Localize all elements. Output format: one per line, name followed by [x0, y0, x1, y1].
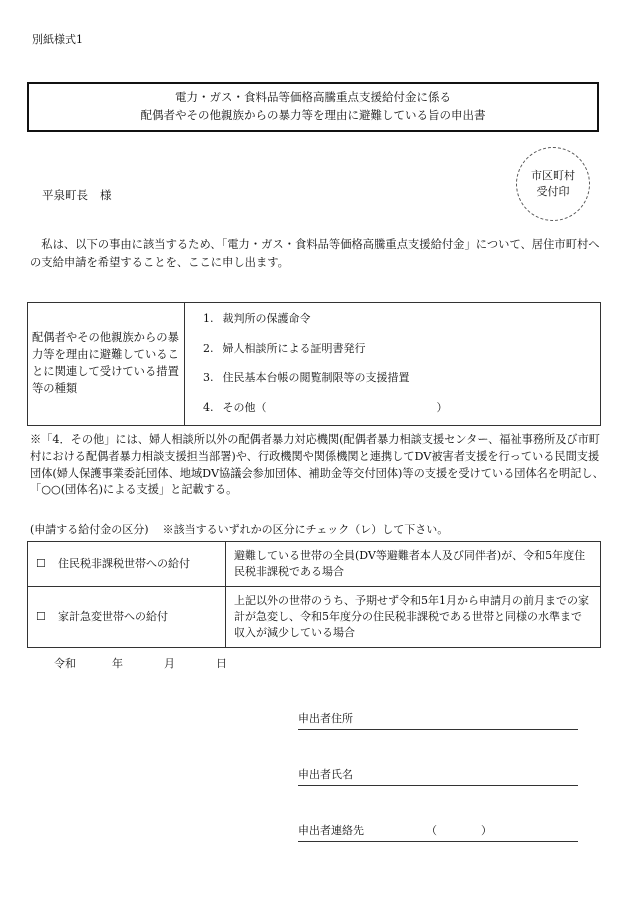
measures-table: [27, 302, 601, 426]
benefit-kind-cell[interactable]: [28, 587, 226, 648]
applicant-contact-field[interactable]: [298, 823, 578, 842]
benefit-row: [28, 542, 601, 587]
applicant-name-label: 申出者氏名: [298, 768, 353, 781]
date-day: 日: [216, 657, 227, 670]
benefit-section-heading: [30, 522, 448, 538]
measure-option-2[interactable]: 2. 婦人相談所による証明書発行: [203, 341, 366, 355]
date-year: 年: [112, 657, 123, 670]
benefit-heading: (申請する給付金の区分): [30, 523, 149, 536]
measure-option-1[interactable]: 1. 裁判所の保護命令: [203, 312, 311, 325]
applicant-address-label: 申出者住所: [298, 712, 353, 725]
benefit-desc: 避難している世帯の全員(DV等避難者本人及び同伴者)が、令和5年度住民税非課税である場合: [226, 542, 601, 587]
applicant-contact-label: 申出者連絡先: [298, 824, 364, 837]
benefit-instruction: ※該当するいずれかの区分にチェック（レ）して下さい。: [162, 523, 449, 536]
measure-option-4[interactable]: 4. その他（ ）: [203, 400, 448, 414]
benefit-row: [28, 587, 601, 648]
title-line-2: 配偶者やその他親族からの暴力等を理由に避難している旨の申出書: [140, 108, 486, 122]
measures-options: [185, 303, 600, 425]
stamp-line-1: 市区町村: [531, 168, 575, 182]
measures-label: 配偶者やその他親族からの暴力等を理由に避難していることに関連して受けている措置等の種類: [28, 303, 185, 425]
stamp-line-2: 受付印: [536, 185, 570, 198]
applicant-address-field[interactable]: [298, 711, 578, 730]
benefit-kind-cell[interactable]: [28, 542, 226, 587]
measure-option-3[interactable]: 3. 住民基本台帳の閲覧制限等の支援措置: [203, 371, 410, 384]
benefit-table: [27, 541, 601, 648]
applicant-name-field[interactable]: [298, 767, 578, 786]
date-month: 月: [164, 657, 175, 670]
checkbox[interactable]: ☐: [36, 557, 46, 571]
title-line-1: 電力・ガス・食料品等価格高騰重点支援給付金に係る: [175, 90, 451, 105]
addressee: [42, 187, 112, 204]
date-era: 令和: [54, 657, 76, 670]
intro-paragraph: 私は、以下の事由に該当するため、「電力・ガス・食料品等価格高騰重点支援給付金」について、居住市町村への支給申請を希望することを、ここに申し出ます。: [30, 238, 600, 269]
checkbox[interactable]: ☐: [36, 610, 46, 624]
benefit-kind-label: 住民税非課税世帯への給付: [58, 557, 190, 571]
addressee-name: 平泉町長: [42, 188, 88, 202]
note-paragraph: ※「4．その他」には、婦人相談所以外の配偶者暴力対応機関(配偶者暴力相談支援センター、福祉事務所及び市町村における配偶者暴力相談支援担当部署)や、行政機関や関係機関と連携してDV被害者支援を行っている民間支援団体(婦人保護事業委託団体、地域DV協議会参加団体、補助金等交付団体)等の支援を受けている団体名を明記し、「○○(団体名)による支援」と記載する。: [30, 433, 604, 497]
addressee-honorific: 様: [100, 188, 112, 202]
benefit-desc: 上記以外の世帯のうち、予期せず令和5年1月から申請月の前月までの家計が急変し、令和5年度分の住民税非課税である世帯と同様の水準まで収入が減少している場合: [226, 587, 601, 648]
benefit-kind-label: 家計急変世帯への給付: [58, 610, 168, 624]
date-line: [54, 656, 227, 672]
contact-paren: （ ）: [426, 824, 492, 837]
form-id: 別紙様式1: [32, 33, 83, 46]
title-box: [27, 82, 599, 132]
reception-stamp-area: [516, 147, 590, 221]
